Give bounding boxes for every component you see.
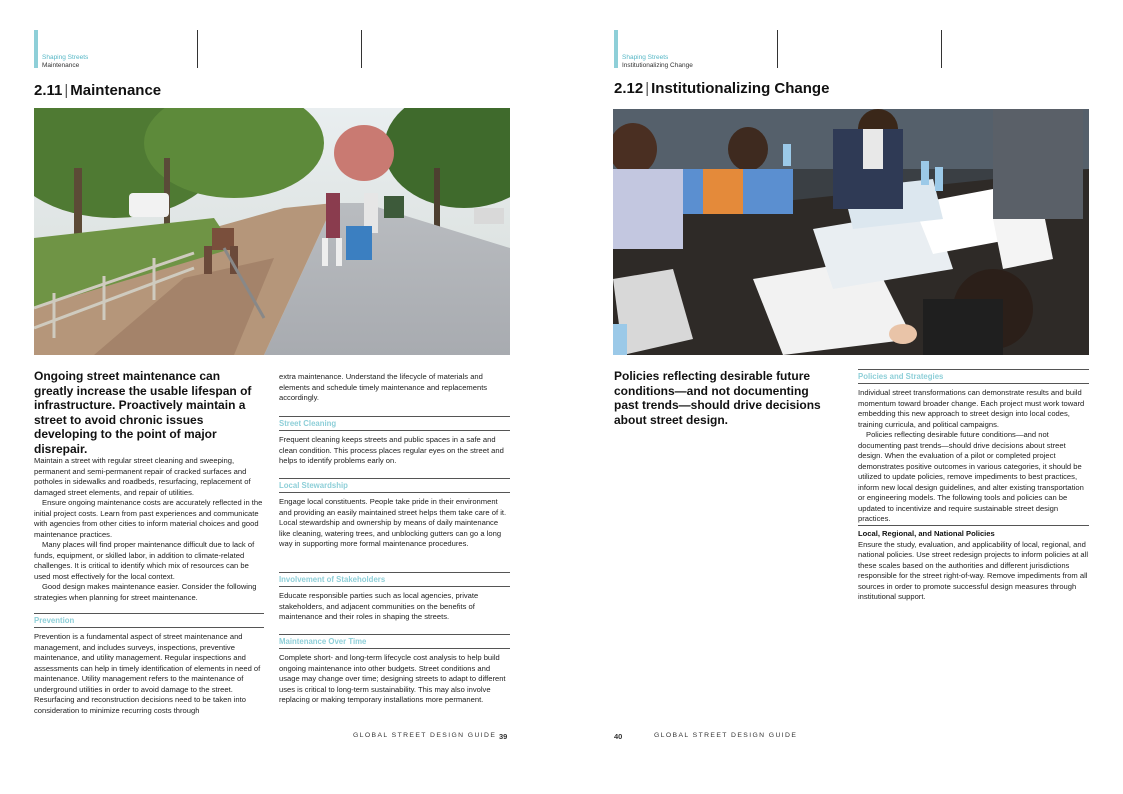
header-rule: [941, 30, 942, 68]
header-rule: [777, 30, 778, 68]
title-divider: |: [64, 82, 69, 99]
local-stewardship-text: Engage local constituents. People take pride in their environment and providing an easily maintained street helps them take care of it. Local stewardship and ownership by means of daily maintenance like cleaning, watering trees, and unblocking gutters can go a long way in supporting more formal maintenance procedures.: [279, 497, 507, 548]
continuation-text: extra maintenance. Understand the lifecycle of materials and elements and schedule timely maintenance and replacements accordingly.: [279, 372, 488, 402]
street-cleaning-text: Frequent cleaning keeps streets and public spaces in a safe and clean condition. This process places regular eyes on the street and helps to identify problems early on.: [279, 435, 504, 465]
workshop-illustration: [613, 109, 1089, 355]
section-title: [614, 80, 829, 97]
section-number: 2.11: [34, 82, 63, 99]
intro-paragraph: Maintain a street with regular street cleaning and sweeping, permanent and semi-permanent repair of cracked surfaces and potholes in sidewalks and roadbeds, resurfacing, replacement of damaged street elements, and repair of utilities.: [34, 456, 251, 497]
workshop-photo: [613, 109, 1089, 355]
title-divider: |: [645, 80, 650, 97]
page-number: 39: [499, 732, 508, 741]
lead-paragraph: Policies reflecting desirable future conditions—and not documenting past trends—should drive decisions about street design.: [614, 369, 821, 427]
section-title-text: Institutionalizing Change: [651, 80, 830, 97]
intro-paragraph: Good design makes maintenance easier. Consider the following strategies when planning for street maintenance.: [34, 582, 257, 602]
local-policies-block: [858, 525, 1089, 603]
running-header-kicker: Shaping Streets: [622, 54, 669, 61]
intro-paragraph: Many places will find proper maintenance difficult due to lack of funds, equipment, or skilled labor, in addition to climate-related challenges. It is critical to identify which mix of resources can be used most effectively for the local context.: [34, 540, 255, 581]
policies-paragraph: Policies reflecting desirable future conditions—and not documenting past trends—should drive decisions about street design. When the evaluation of a pilot or completed project demonstrates positive outcomes in various categories, it should be utilized to update policies, remove impediments to best practices, inform new local design guidelines, and alter existing transportation or engineering models. The following tools and policies can be updated to incentivize and require sustainable street design practices.: [858, 430, 1084, 523]
subhead-street-cleaning: Street Cleaning: [279, 416, 510, 431]
header-rule: [197, 30, 198, 68]
running-header: [42, 54, 88, 70]
subhead-local-stewardship: Local Stewardship: [279, 478, 510, 493]
running-header-section: Institutionalizing Change: [622, 62, 693, 69]
lead-paragraph: Ongoing street maintenance can greatly increase the usable lifespan of infrastructure. Proactively maintain a street to avoid chronic issues developing to the point of major disrepair.: [34, 369, 252, 456]
street-maintenance-illustration: [34, 108, 510, 355]
maintenance-over-time-text: Complete short- and long-term lifecycle cost analysis to help build ongoing maintenance into other budgets. Street conditions and usage may change over time; designing streets to adapt to different uses is critical to long-term sustainability. This may also involve replacing or making temporary installations more permanent.: [279, 653, 506, 704]
header-accent-bar: [34, 30, 38, 68]
section-title: [34, 82, 161, 99]
intro-paragraph: Ensure ongoing maintenance costs are accurately reflected in the initial project costs. Learn from past experiences and communicate with agencies from other cities to inform material choices and good maintenance practices.: [34, 498, 263, 539]
subhead-prevention: Prevention: [34, 613, 264, 628]
subhead-stakeholders: Involvement of Stakeholders: [279, 572, 510, 587]
section-number: 2.12: [614, 80, 644, 97]
subhead-maintenance-over-time: Maintenance Over Time: [279, 634, 510, 649]
stakeholders-text: Educate responsible parties such as local agencies, private stakeholders, and adjacent communities on the benefits of maintenance and their roles in shaping the streets.: [279, 591, 479, 621]
local-policies-text: Ensure the study, evaluation, and applicability of local, regional, and national policies. Use street redesign projects to inform policies at all these scales based on the authorities and different jurisdictions responsible for the street right-of-way. Remove impediments from all sources in order to promote successful design measures through institutional support.: [858, 539, 1089, 601]
policies-text: [858, 388, 1089, 525]
folio: GLOBAL STREET DESIGN GUIDE: [654, 732, 798, 739]
policies-paragraph: Individual street transformations can demonstrate results and build momentum toward broader change. Each project must work toward embedding this new approach to street design into local codes, training curricula, and political campaigns.: [858, 388, 1085, 429]
intro-text: [34, 456, 264, 603]
subhead-policies-strategies: Policies and Strategies: [858, 369, 1089, 384]
running-header: [622, 54, 693, 70]
prevention-text: Prevention is a fundamental aspect of street maintenance and management, and includes surveys, inspections, preventive maintenance, and utility management. Regular inspections and assessments can help in timely identification of elements in need of maintenance. Utility management refers to the maintenance of underground utilities in order to avoid damage to the street. Resurfacing and reconstruction decisions need to be taken into consideration to minimize recurring costs through: [34, 632, 261, 715]
running-header-kicker: Shaping Streets: [42, 54, 89, 61]
header-accent-bar: [614, 30, 618, 68]
section-title-text: Maintenance: [70, 82, 162, 99]
running-header-section: Maintenance: [42, 62, 80, 69]
page-number: 40: [614, 732, 623, 741]
header-rule: [361, 30, 362, 68]
street-maintenance-photo: [34, 108, 510, 355]
local-policies-heading: Local, Regional, and National Policies: [858, 529, 995, 538]
folio: GLOBAL STREET DESIGN GUIDE: [353, 732, 497, 739]
